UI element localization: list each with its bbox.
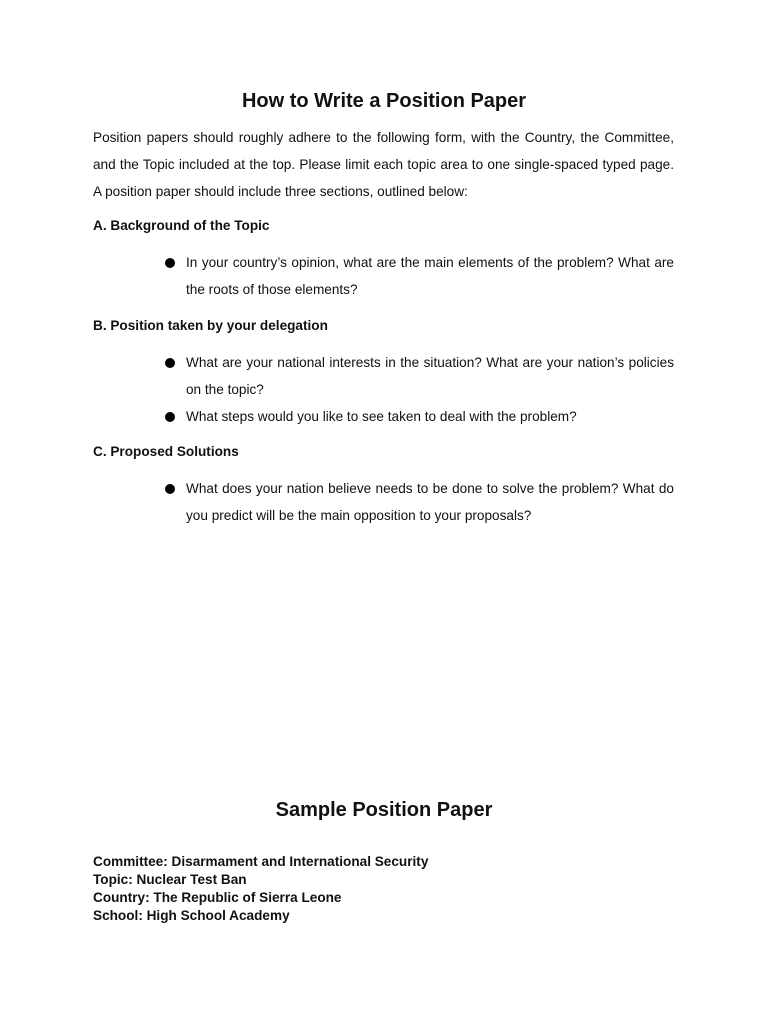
sample-topic: Topic: Nuclear Test Ban: [93, 872, 247, 887]
sample-country: Country: The Republic of Sierra Leone: [93, 890, 342, 905]
section-c-bullet-list: [186, 475, 674, 529]
bullet-item: [186, 249, 674, 303]
sample-meta-block: [93, 853, 428, 925]
bullet-dot-icon: [165, 258, 175, 268]
document-title: How to Write a Position Paper: [241, 90, 527, 112]
bullet-item: [186, 475, 674, 529]
bullet-text: What steps would you like to see taken to deal with the problem?: [186, 409, 577, 424]
bullet-item: [186, 403, 674, 430]
bullet-dot-icon: [165, 358, 175, 368]
sample-committee: Committee: Disarmament and International Security: [93, 854, 429, 869]
bullet-dot-icon: [165, 484, 175, 494]
sample-title: Sample Position Paper: [275, 799, 493, 821]
bullet-text: What are your national interests in the situation? What are your nation’s policies on the topic?: [186, 355, 674, 397]
section-heading-solutions: C. Proposed Solutions: [93, 444, 239, 459]
section-heading-background: A. Background of the Topic: [93, 218, 270, 233]
sample-school: School: High School Academy: [93, 908, 290, 923]
bullet-item: [186, 349, 674, 403]
section-a-bullet-list: [186, 249, 674, 303]
bullet-dot-icon: [165, 412, 175, 422]
bullet-text: In your country’s opinion, what are the main elements of the problem? What are the roots of those elements?: [186, 255, 674, 297]
bullet-text: What does your nation believe needs to be done to solve the problem? What do you predict will be the main opposition to your proposals?: [186, 481, 674, 523]
section-heading-position: B. Position taken by your delegation: [93, 318, 328, 333]
intro-paragraph: Position papers should roughly adhere to the following form, with the Country, the Committee, and the Topic included at the top. Please limit each topic area to one single-spaced typed page. A position paper should include three sections, outlined below:: [93, 130, 674, 199]
section-b-bullet-list: [186, 349, 674, 430]
